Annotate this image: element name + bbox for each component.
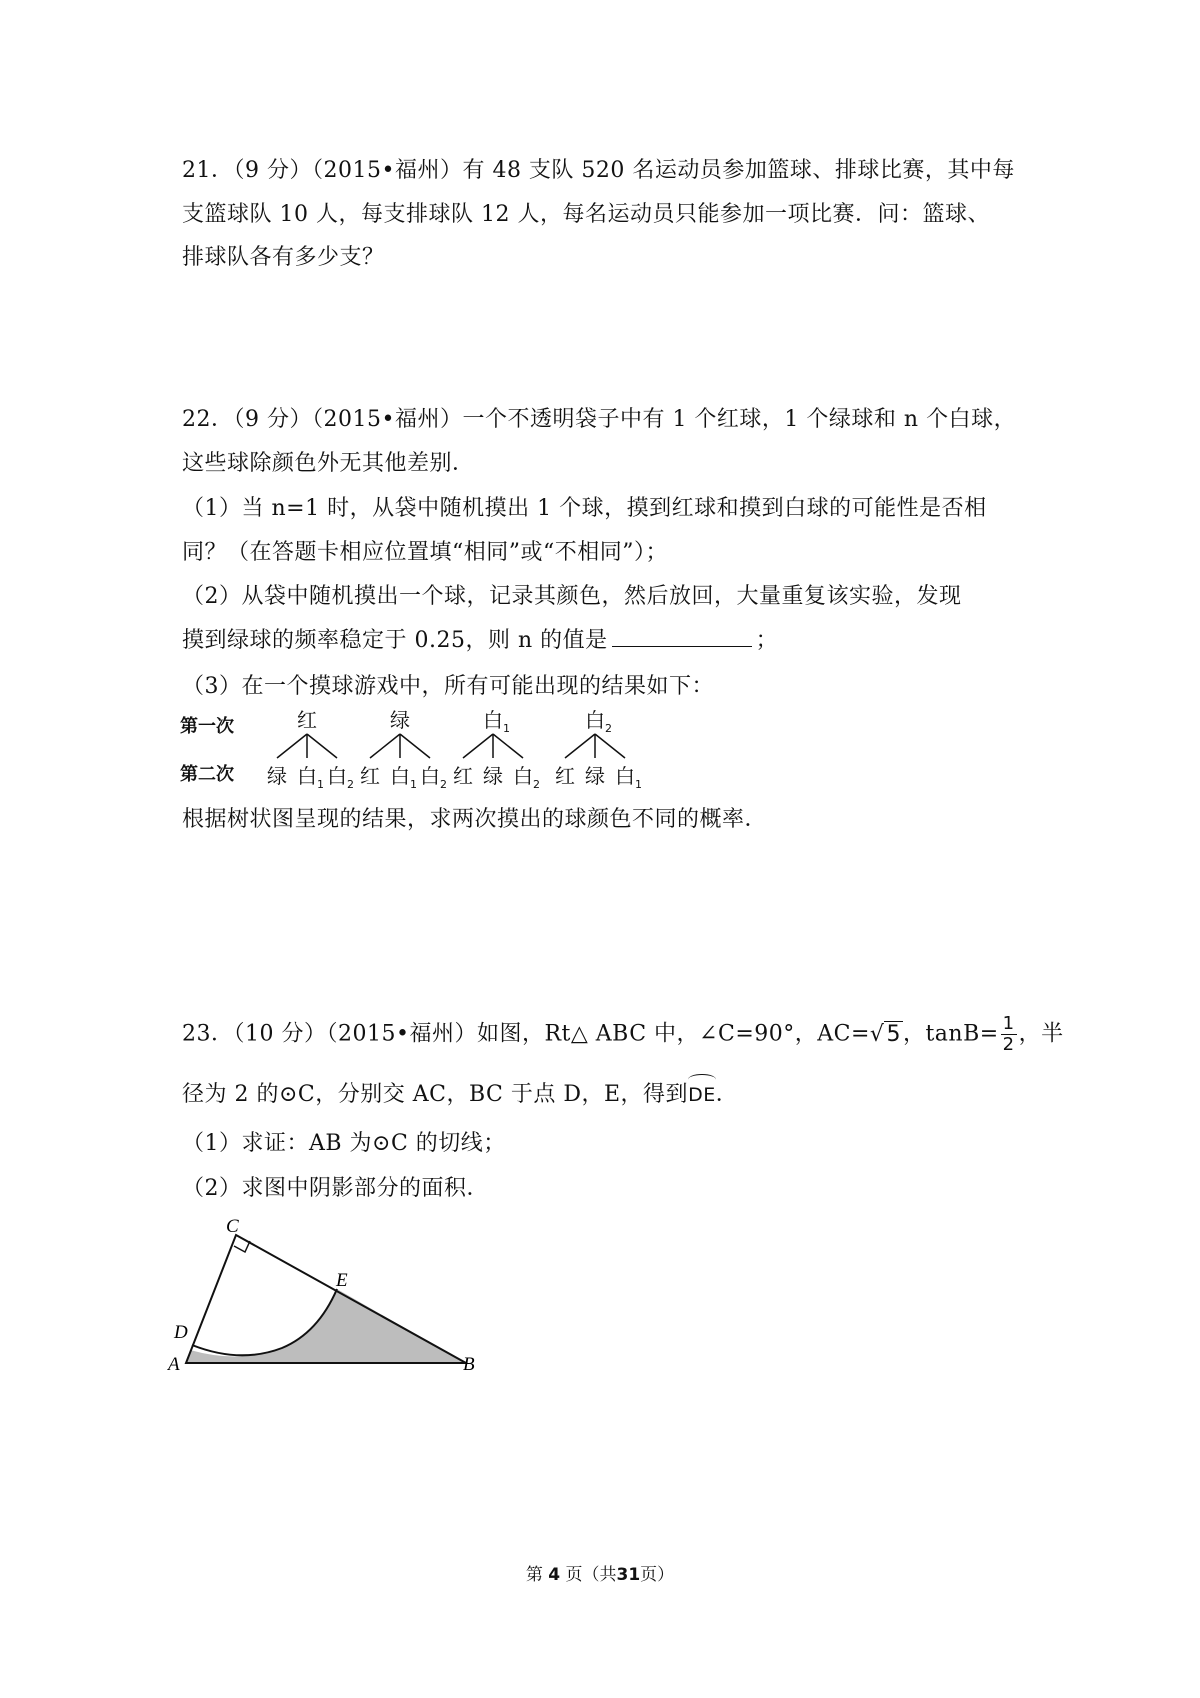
tree-branch-2-1: [370, 734, 400, 758]
answer-blank: [612, 626, 752, 647]
footer-prefix: 第: [525, 1565, 543, 1585]
tree-leaf-1-3: 白$_2$: [327, 764, 354, 791]
tree-leaf-1-2: 白$_1$: [297, 764, 324, 791]
tree-leaf-2-3-subscript: 2: [440, 778, 447, 791]
q23-line1-tan: ，tanB=: [902, 1021, 999, 1047]
tree-leaf-1-3-subscript: 2: [347, 778, 354, 791]
tree-leaf-3-3: 白$_2$: [513, 764, 540, 791]
tree-leaf-2-2-subscript: 1: [410, 778, 417, 791]
tree-leaf-2-2: 白$_1$: [390, 764, 417, 791]
tree-leaf-4-2: 绿: [585, 764, 605, 788]
page-footer: [0, 1560, 1200, 1585]
tree-branch-3-3: [493, 734, 523, 758]
sqrt-radicand: 5: [886, 1021, 901, 1047]
tree-row2-label: 第二次: [180, 764, 234, 785]
tree-leaf-2-1: 红: [360, 764, 380, 788]
tree-leaf-2-3: 白$_2$: [420, 764, 447, 791]
tree-row1-label: 第一次: [180, 716, 234, 737]
q23-part2: （2）求图中阴影部分的面积．: [182, 1176, 489, 1201]
triangle-figure: [170, 1218, 490, 1378]
shaded-region: [186, 1289, 466, 1363]
label-a: A: [168, 1354, 180, 1375]
tree-leaf-4-1: 红: [555, 764, 575, 788]
label-b: B: [463, 1354, 475, 1375]
tree-branch-1-3: [307, 734, 337, 758]
tree-leaf-4-3-subscript: 1: [635, 778, 642, 791]
tree-leaf-4-3: 白$_1$: [615, 764, 642, 791]
tree-root-4-subscript: 2: [605, 722, 612, 735]
q23-line1-end: ，半: [1018, 1021, 1064, 1047]
q21-line1: 21．（9 分）（2015•福州）有 48 支队 520 名运动员参加篮球、排球比赛，其中每: [182, 158, 1015, 183]
q22-line2: 这些球除颜色外无其他差别．: [182, 451, 475, 476]
q22-part2-text: 摸到绿球的频率稳定于 0.25，则 n 的值是: [182, 628, 608, 653]
q22-part2-line2: [182, 626, 778, 656]
label-e: E: [336, 1270, 348, 1291]
fraction-one-half: [1001, 1014, 1017, 1055]
q23-line1: [182, 1014, 1064, 1055]
arc-de-symbol: DE: [688, 1080, 716, 1110]
q23-line2: [182, 1080, 738, 1110]
tree-leaf-1-1: 绿: [267, 764, 287, 788]
q22-line1: 22．（9 分）（2015•福州）一个不透明袋子中有 1 个红球，1 个绿球和 n 个白球，: [182, 407, 1017, 432]
tree-leaf-3-3-subscript: 2: [533, 778, 540, 791]
q22-part1-line2: 同？（在答题卡相应位置填“相同”或“不相同”）；: [182, 540, 668, 565]
label-d: D: [174, 1322, 188, 1343]
fraction-denominator: 2: [1002, 1034, 1015, 1055]
label-c: C: [226, 1216, 239, 1237]
q23-line1-text: 23．（10 分）（2015•福州）如图，Rt△ ABC 中，∠C=90°，AC=: [182, 1021, 870, 1047]
tree-root-2: 绿: [390, 708, 410, 732]
total-pages: 31: [616, 1565, 641, 1585]
tree-branch-3-1: [463, 734, 493, 758]
page-number: 4: [548, 1565, 561, 1585]
q23-line2-text: 径为 2 的⊙C，分别交 AC，BC 于点 D，E，得到: [182, 1082, 689, 1107]
tree-branch-4-1: [565, 734, 595, 758]
tree-root-1: 红: [297, 708, 317, 732]
right-angle-mark: [234, 1241, 250, 1252]
tree-branch-1-1: [277, 734, 307, 758]
tree-leaf-3-1: 红: [453, 764, 473, 788]
footer-suffix: 页）: [640, 1565, 675, 1585]
tree-root-3-subscript: 1: [503, 722, 510, 735]
q23-line2-end: ．: [715, 1082, 739, 1107]
q22-part3-line2: 根据树状图呈现的结果，求两次摸出的球颜色不同的概率．: [182, 807, 768, 832]
q22-part3-line1: （3）在一个摸球游戏中，所有可能出现的结果如下：: [182, 674, 714, 699]
q22-part2-end: ；: [755, 628, 779, 653]
tree-root-3: 白$_1$: [483, 708, 510, 735]
tree-branch-2-3: [400, 734, 430, 758]
fraction-numerator: 1: [1002, 1013, 1015, 1034]
q22-part2-line1: （2）从袋中随机摸出一个球，记录其颜色，然后放回，大量重复该实验，发现: [182, 584, 962, 609]
tree-leaf-1-2-subscript: 1: [317, 778, 324, 791]
tree-leaf-3-2: 绿: [483, 764, 503, 788]
q21-line2: 支篮球队 10 人，每支排球队 12 人，每名运动员只能参加一项比赛．问：篮球、: [182, 202, 990, 227]
q23-part1: （1）求证：AB 为⊙C 的切线；: [182, 1131, 506, 1156]
tree-diagram: [180, 700, 700, 790]
footer-middle: 页（共: [565, 1565, 617, 1585]
tree-branch-4-3: [595, 734, 625, 758]
q21-line3: 排球队各有多少支？: [182, 245, 385, 270]
sqrt-expression: √5: [869, 1021, 901, 1047]
q22-part1-line1: （1）当 n=1 时，从袋中随机摸出 1 个球，摸到红球和摸到白球的可能性是否相: [182, 496, 987, 521]
tree-root-4: 白$_2$: [585, 708, 612, 735]
